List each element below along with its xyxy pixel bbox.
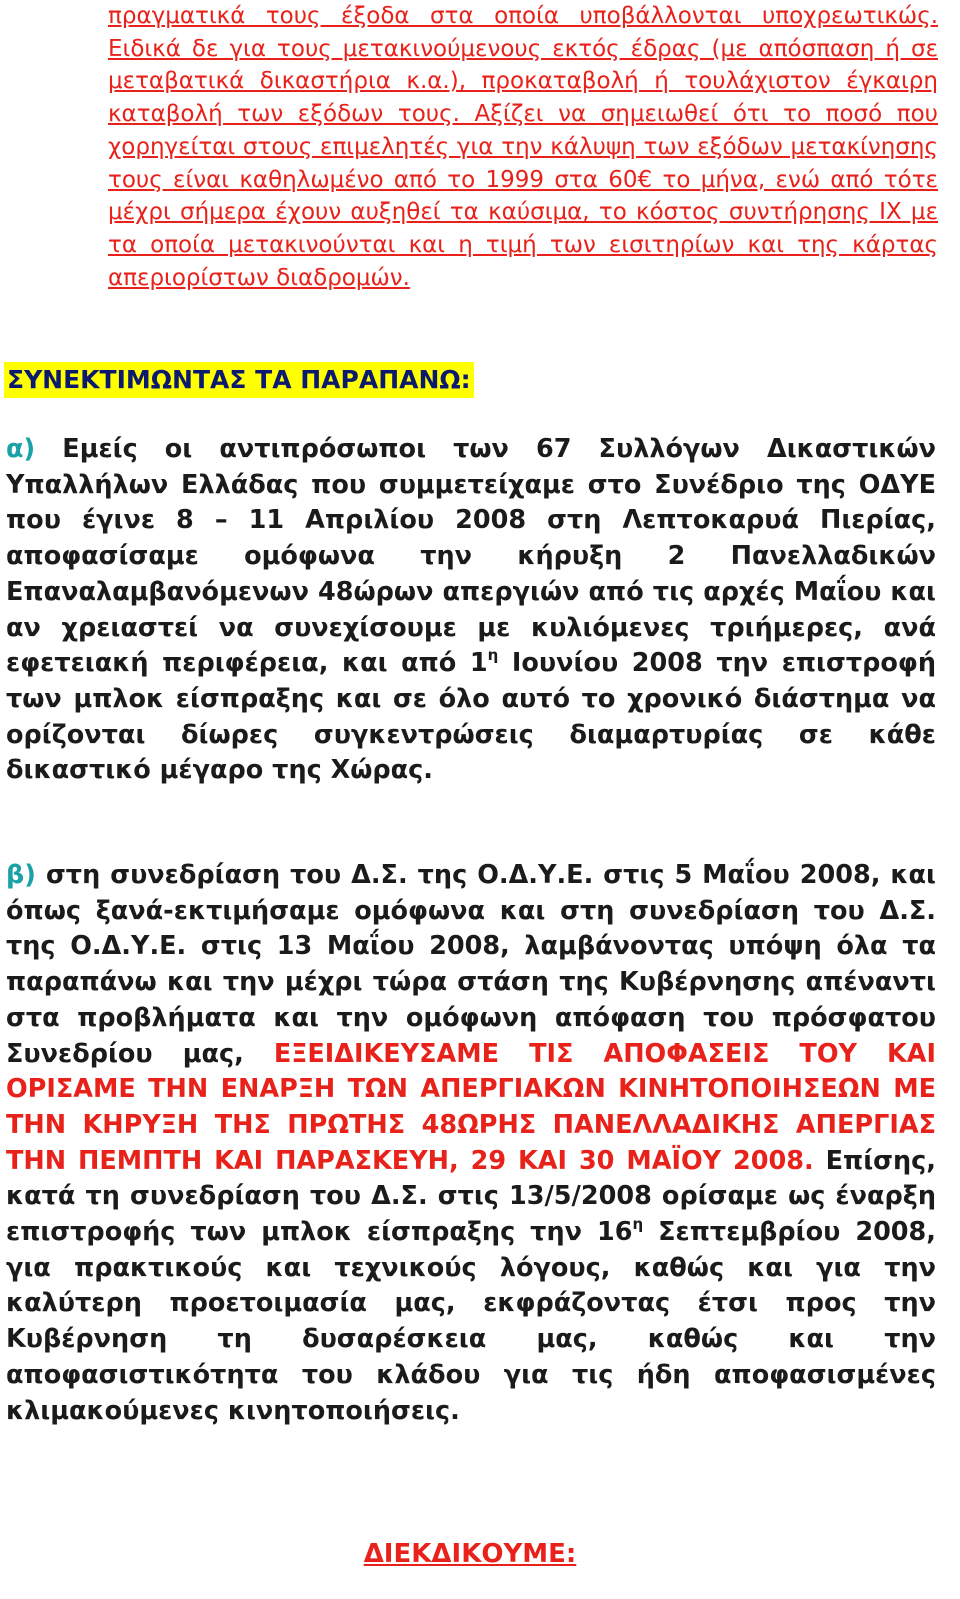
paragraph-a-text-1: Εμείς οι αντιπρόσωποι των 67 Συλλόγων Δικαστικών Υπαλλήλων Ελλάδας που συμμετείχαμε στο Συνέδριο της ΟΔΥΕ που έγινε 8 – 11 Απριλίου 2008 στη Λεπτοκαρυά Πιερίας, αποφασίσαμε ομόφωνα την κήρυξη 2 Πανελλαδικών Επαναλαμβανόμενων 48ώρων απεργιών από τις αρχές Μαΐου και αν χρειαστεί να συνεχίσουμε με κυλιόμενες τριήμερες, ανά εφετειακή περιφέρεια, και από 1 — [6, 434, 936, 679]
section-heading: ΣΥΝΕΚΤΙΜΩΝΤΑΣ ΤΑ ΠΑΡΑΠΑΝΩ: — [4, 362, 474, 398]
paragraph-b-text-3: Σεπτεμβρίου 2008, για πρακτικούς και τεχνικούς λόγους, καθώς και για την καλύτερη προετοιμασία μας, εκφράζοντας έτσι προς την Κυβέρνηση τη δυσαρέσκεια μας, καθώς και την αποφασιστικότητα του κλάδου για τις ήδη αποφασισμένες κλιμακούμενες κινητοποιήσεις. — [6, 1217, 936, 1426]
paragraph-a-label: α) — [6, 434, 36, 464]
paragraph-b-text-2: Επίσης, κατά τη συνεδρίαση του Δ.Σ. στις 13/5/2008 ορίσαμε ως έναρξη επιστροφής των μπλοκ είσπραξης την 16 — [6, 1145, 936, 1248]
paragraph-b-label: β) — [6, 860, 36, 890]
paragraph-b-superscript: η — [632, 1215, 644, 1234]
paragraph-a-superscript: η — [487, 646, 499, 665]
paragraph-a-text-2: Ιουνίου 2008 την επιστροφή των μπλοκ είσπραξης και σε όλο αυτό το χρονικό διάστημα να ορίζονται δίωρες συγκεντρώσεις διαμαρτυρίας σε κάθε δικαστικό μέγαρο της Χώρας. — [6, 648, 936, 786]
paragraph-b — [6, 858, 936, 1429]
paragraph-b-highlight: ΕΞΕΙΔΙΚΕΥΣΑΜΕ ΤΙΣ ΑΠΟΦΑΣΕΙΣ ΤΟΥ ΚΑΙ ΟΡΙΣΑΜΕ ΤΗΝ ΕΝΑΡΞΗ ΤΩΝ ΑΠΕΡΓΙΑΚΩΝ ΚΙΝΗΤΟΠΟΙΗΣΕΩΝ ΜΕ ΤΗΝ ΚΗΡΥΞΗ ΤΗΣ ΠΡΩΤΗΣ 48ΩΡΗΣ ΠΑΝΕΛΛΑΔΙΚΗΣ ΑΠΕΡΓΙΑΣ ΤΗΝ ΠΕΜΠΤΗ ΚΑΙ ΠΑΡΑΣΚΕΥΗ, 29 ΚΑΙ 30 ΜΑΪΟΥ 2008. — [6, 1038, 936, 1176]
intro-paragraph: πραγματικά τους έξοδα στα οποία υποβάλλονται υποχρεωτικώς. Ειδικά δε για τους μετακινούμενους εκτός έδρας (με απόσπαση ή σε μεταβατικά δικαστήρια κ.α.), προκαταβολή ή τουλάχιστον έγκαιρη καταβολή των εξόδων τους. Αξίζει να σημειωθεί ότι το ποσό που χορηγείται στους επιμελητές για την κάλυψη των εξόδων μετακίνησης τους είναι καθηλωμένο από το 1999 στα 60€ το μήνα, ενώ από τότε μέχρι σήμερα έχουν αυξηθεί τα καύσιμα, το κόστος συντήρησης ΙΧ με τα οποία μετακινούνται και η τιμή των εισιτηρίων και της κάρτας απεριορίστων διαδρομών. — [108, 3, 938, 291]
footer-title: ΔΙΕΚΔΙΚΟΥΜΕ: — [363, 1539, 577, 1569]
paragraph-b-text-1: στη συνεδρίαση του Δ.Σ. της Ο.Δ.Υ.Ε. στις 5 Μαΐου 2008, και όπως ξανά-εκτιμήσαμε ομόφωνα και στη συνεδρίαση του Δ.Σ. της Ο.Δ.Υ.Ε. στις 13 Μαΐου 2008, λαμβάνοντας υπόψη όλα τα παραπάνω και την μέχρι τώρα στάση της Κυβέρνησης απέναντι στα προβλήματα και την ομόφωνη απόφαση του πρόσφατου Συνεδρίου μας, — [6, 860, 936, 1069]
paragraph-a — [6, 432, 936, 789]
